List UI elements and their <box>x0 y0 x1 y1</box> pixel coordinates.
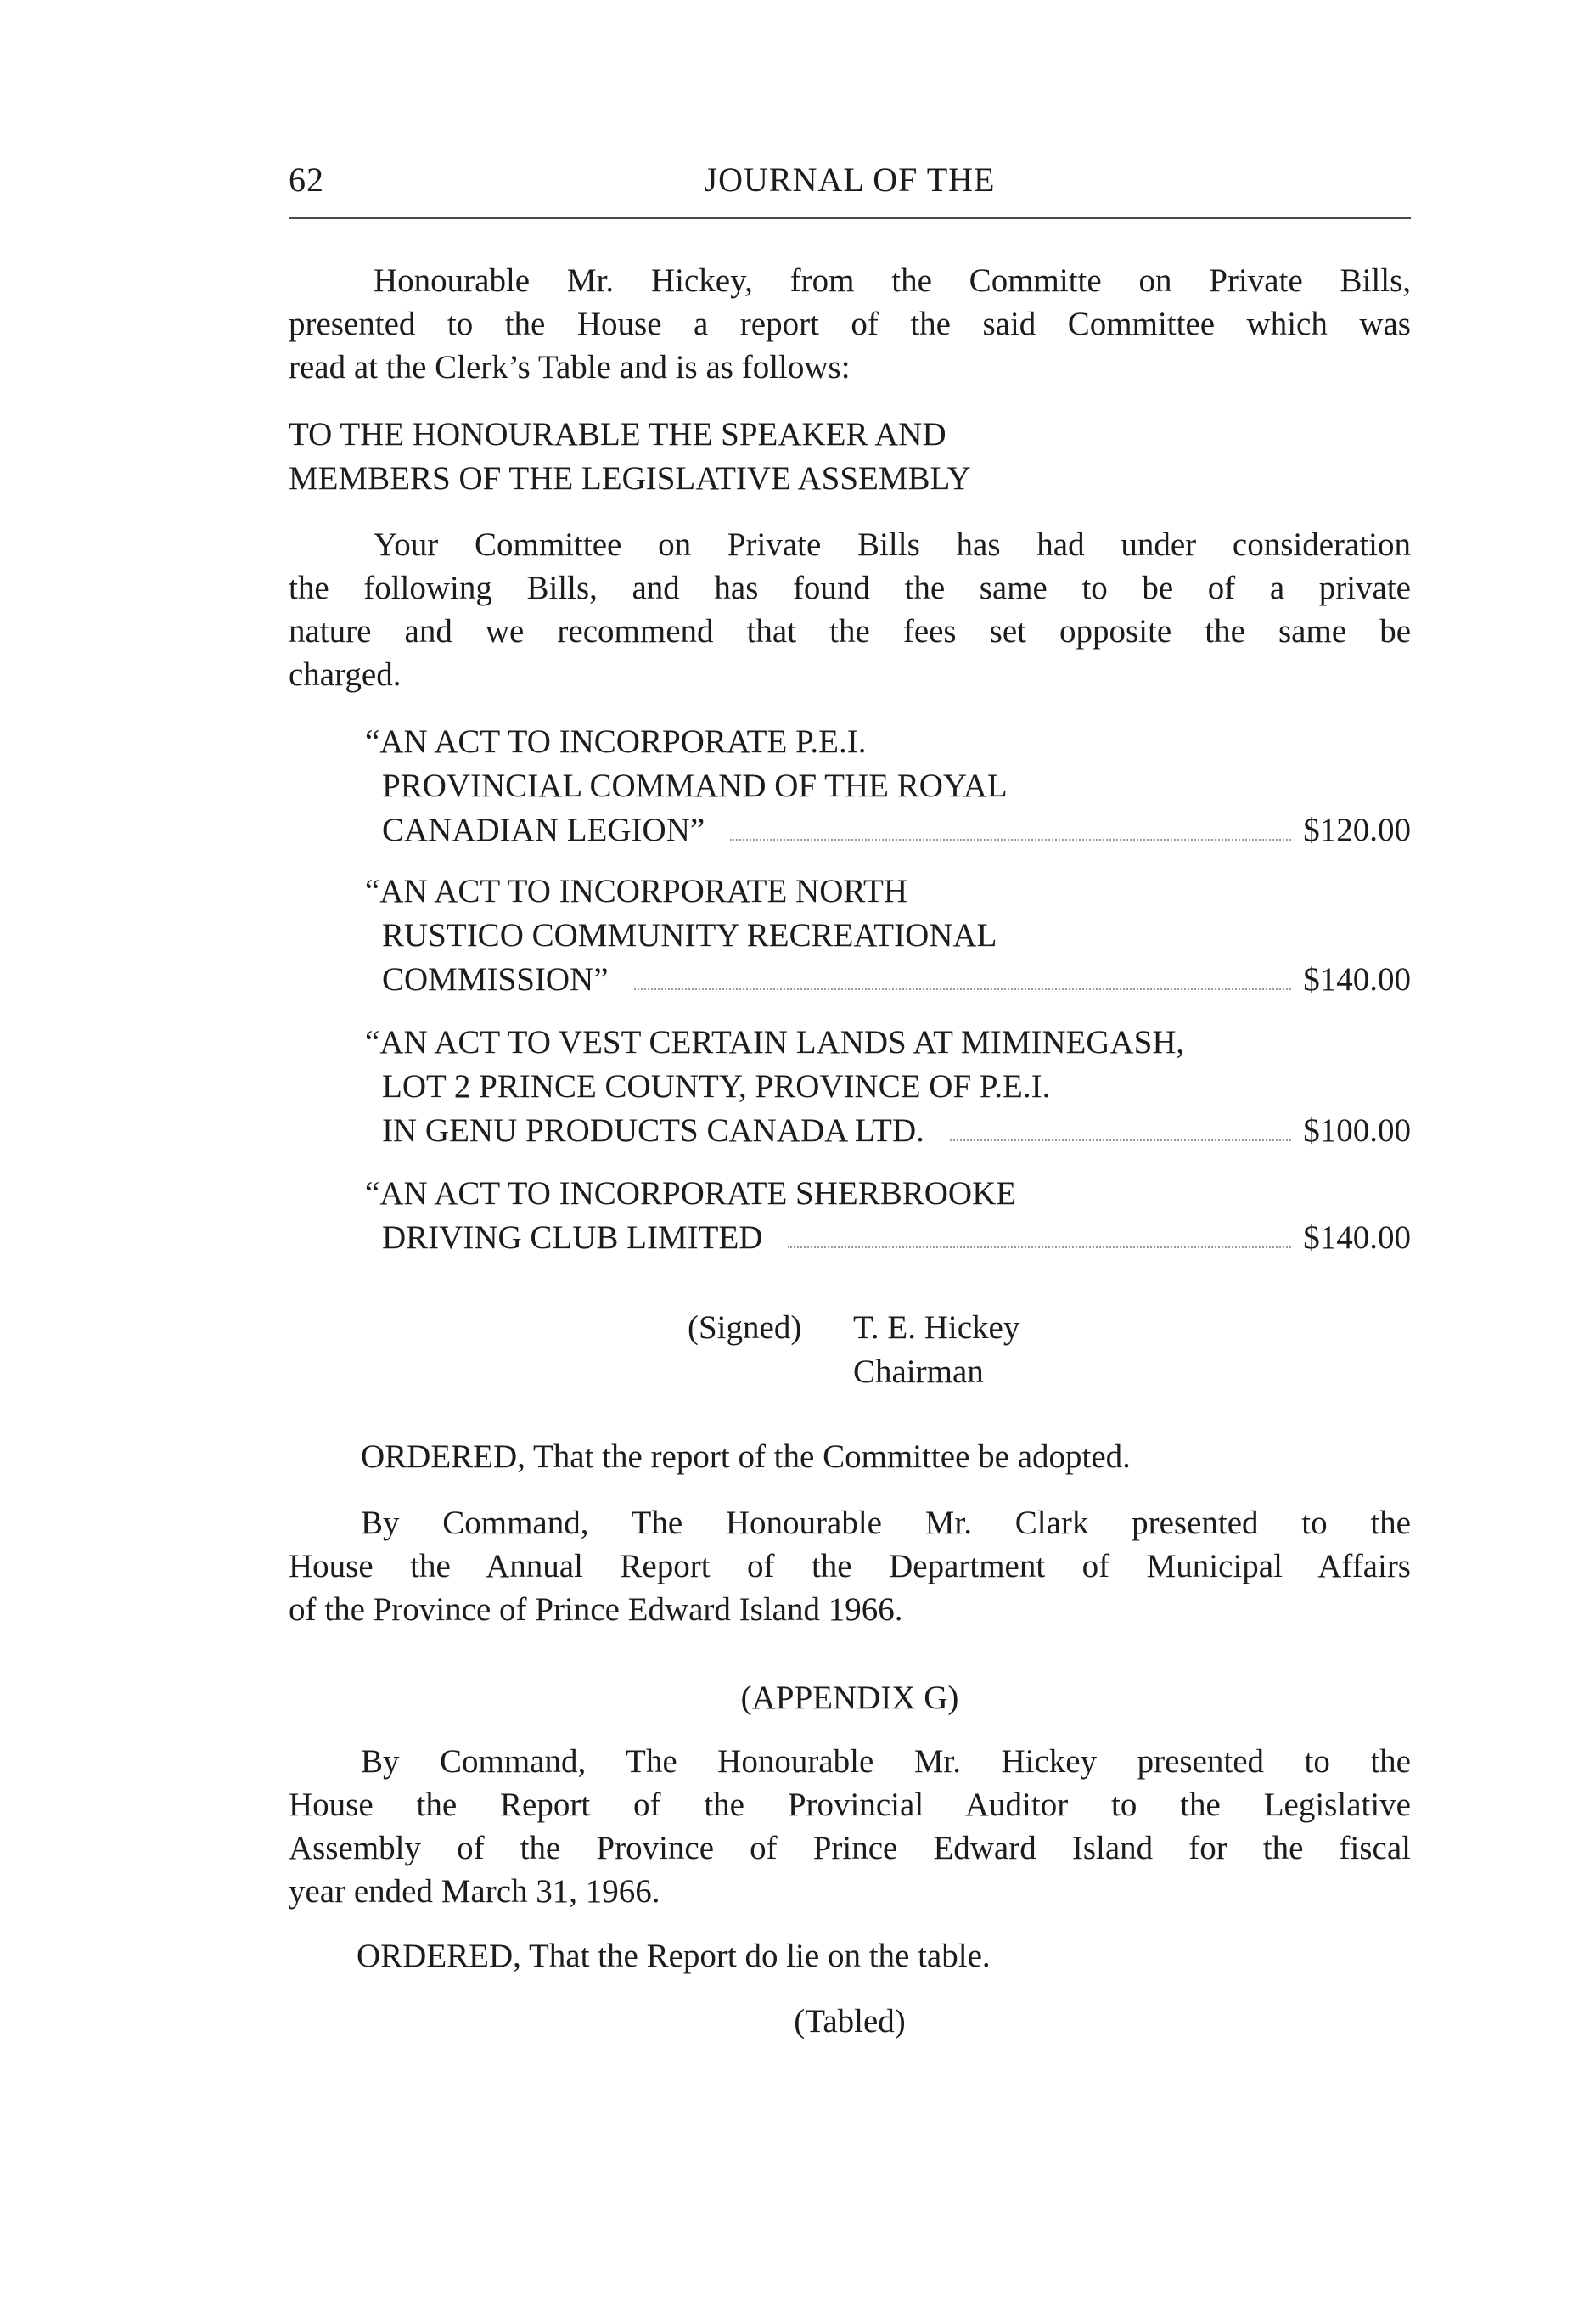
header-rule <box>289 217 1411 219</box>
text-line: charged. <box>289 656 402 693</box>
text-line: read at the Clerk’s Table and is as follows: <box>289 349 851 385</box>
bill-line: “AN ACT TO INCORPORATE SHERBROOKE <box>365 1175 1017 1212</box>
text-line: year ended March 31, 1966. <box>289 1873 660 1910</box>
bill-item <box>365 1172 1411 1260</box>
text-line: of the Province of Prince Edward Island 1966. <box>289 1591 903 1628</box>
bill-item <box>365 1021 1411 1153</box>
signatory-name: T. E. Hickey <box>853 1309 1020 1346</box>
tabled-label: (Tabled) <box>794 2003 906 2040</box>
text-line: presented to the House a report of the said Committee which was <box>289 306 1411 342</box>
dot-leader <box>634 988 1292 990</box>
bill-line: LOT 2 PRINCE COUNTY, PROVINCE OF P.E.I. <box>382 1068 1051 1105</box>
text-line: By Command, The Honourable Mr. Clark presented to the <box>361 1505 1411 1541</box>
page-header <box>289 160 1411 207</box>
dot-leader <box>950 1139 1291 1141</box>
bill-line: COMMISSION” <box>382 961 609 998</box>
text-line: the following Bills, and has found the same to be of a private <box>289 570 1411 606</box>
appendix-label: (APPENDIX G) <box>740 1680 959 1716</box>
bill-line: PROVINCIAL COMMAND OF THE ROYAL <box>382 768 1008 804</box>
signed-label: (Signed) <box>688 1309 802 1346</box>
text-line: Assembly of the Province of Prince Edward Island for the fiscal <box>289 1830 1411 1866</box>
text-line: House the Report of the Provincial Auditor to the Legislative <box>289 1787 1411 1823</box>
bill-line: “AN ACT TO INCORPORATE NORTH <box>365 873 908 909</box>
committee-paragraph <box>289 523 1411 696</box>
text-line: ORDERED, That the report of the Committee be adopted. <box>361 1438 1131 1475</box>
dot-leader <box>788 1246 1291 1248</box>
bill-fee-row <box>365 808 1411 853</box>
address-line-2: MEMBERS OF THE LEGISLATIVE ASSEMBLY <box>289 460 971 497</box>
bill-fee: $140.00 <box>1303 1219 1411 1256</box>
bill-fee-row <box>365 1216 1411 1260</box>
text-line: ORDERED, That the Report do lie on the table. <box>357 1938 991 1974</box>
command-paragraph <box>289 1740 1411 1913</box>
page-title: JOURNAL OF THE <box>704 160 996 199</box>
ordered-paragraph <box>289 1435 1411 1478</box>
bill-fee: $120.00 <box>1303 812 1411 848</box>
text-line: By Command, The Honourable Mr. Hickey presented to the <box>361 1743 1411 1780</box>
intro-paragraph <box>289 259 1411 389</box>
bill-line: “AN ACT TO INCORPORATE P.E.I. <box>365 723 867 760</box>
bill-line: RUSTICO COMMUNITY RECREATIONAL <box>382 917 997 954</box>
bill-line: “AN ACT TO VEST CERTAIN LANDS AT MIMINEGASH, <box>365 1024 1185 1061</box>
bill-line: CANADIAN LEGION” <box>382 812 705 848</box>
page-number: 62 <box>289 160 324 199</box>
bill-item <box>365 869 1411 1002</box>
signatory-title: Chairman <box>853 1353 984 1390</box>
ordered-paragraph <box>289 1934 1411 1978</box>
bill-fee-row <box>365 1109 1411 1153</box>
text-line: Your Committee on Private Bills has had under consideration <box>374 526 1411 563</box>
bill-item <box>365 720 1411 853</box>
bill-fee-row <box>365 958 1411 1002</box>
bill-fee: $100.00 <box>1303 1112 1411 1149</box>
dot-leader <box>730 839 1291 841</box>
text-line: nature and we recommend that the fees set opposite the same be <box>289 613 1411 650</box>
address-line-1: TO THE HONOURABLE THE SPEAKER AND <box>289 416 946 453</box>
bill-line: DRIVING CLUB LIMITED <box>382 1219 763 1256</box>
command-paragraph <box>289 1501 1411 1631</box>
text-line: House the Annual Report of the Department of Municipal Affairs <box>289 1548 1411 1584</box>
bill-line: IN GENU PRODUCTS CANADA LTD. <box>382 1112 924 1149</box>
text-line: Honourable Mr. Hickey, from the Committe on Private Bills, <box>374 262 1411 299</box>
bill-fee: $140.00 <box>1303 961 1411 998</box>
